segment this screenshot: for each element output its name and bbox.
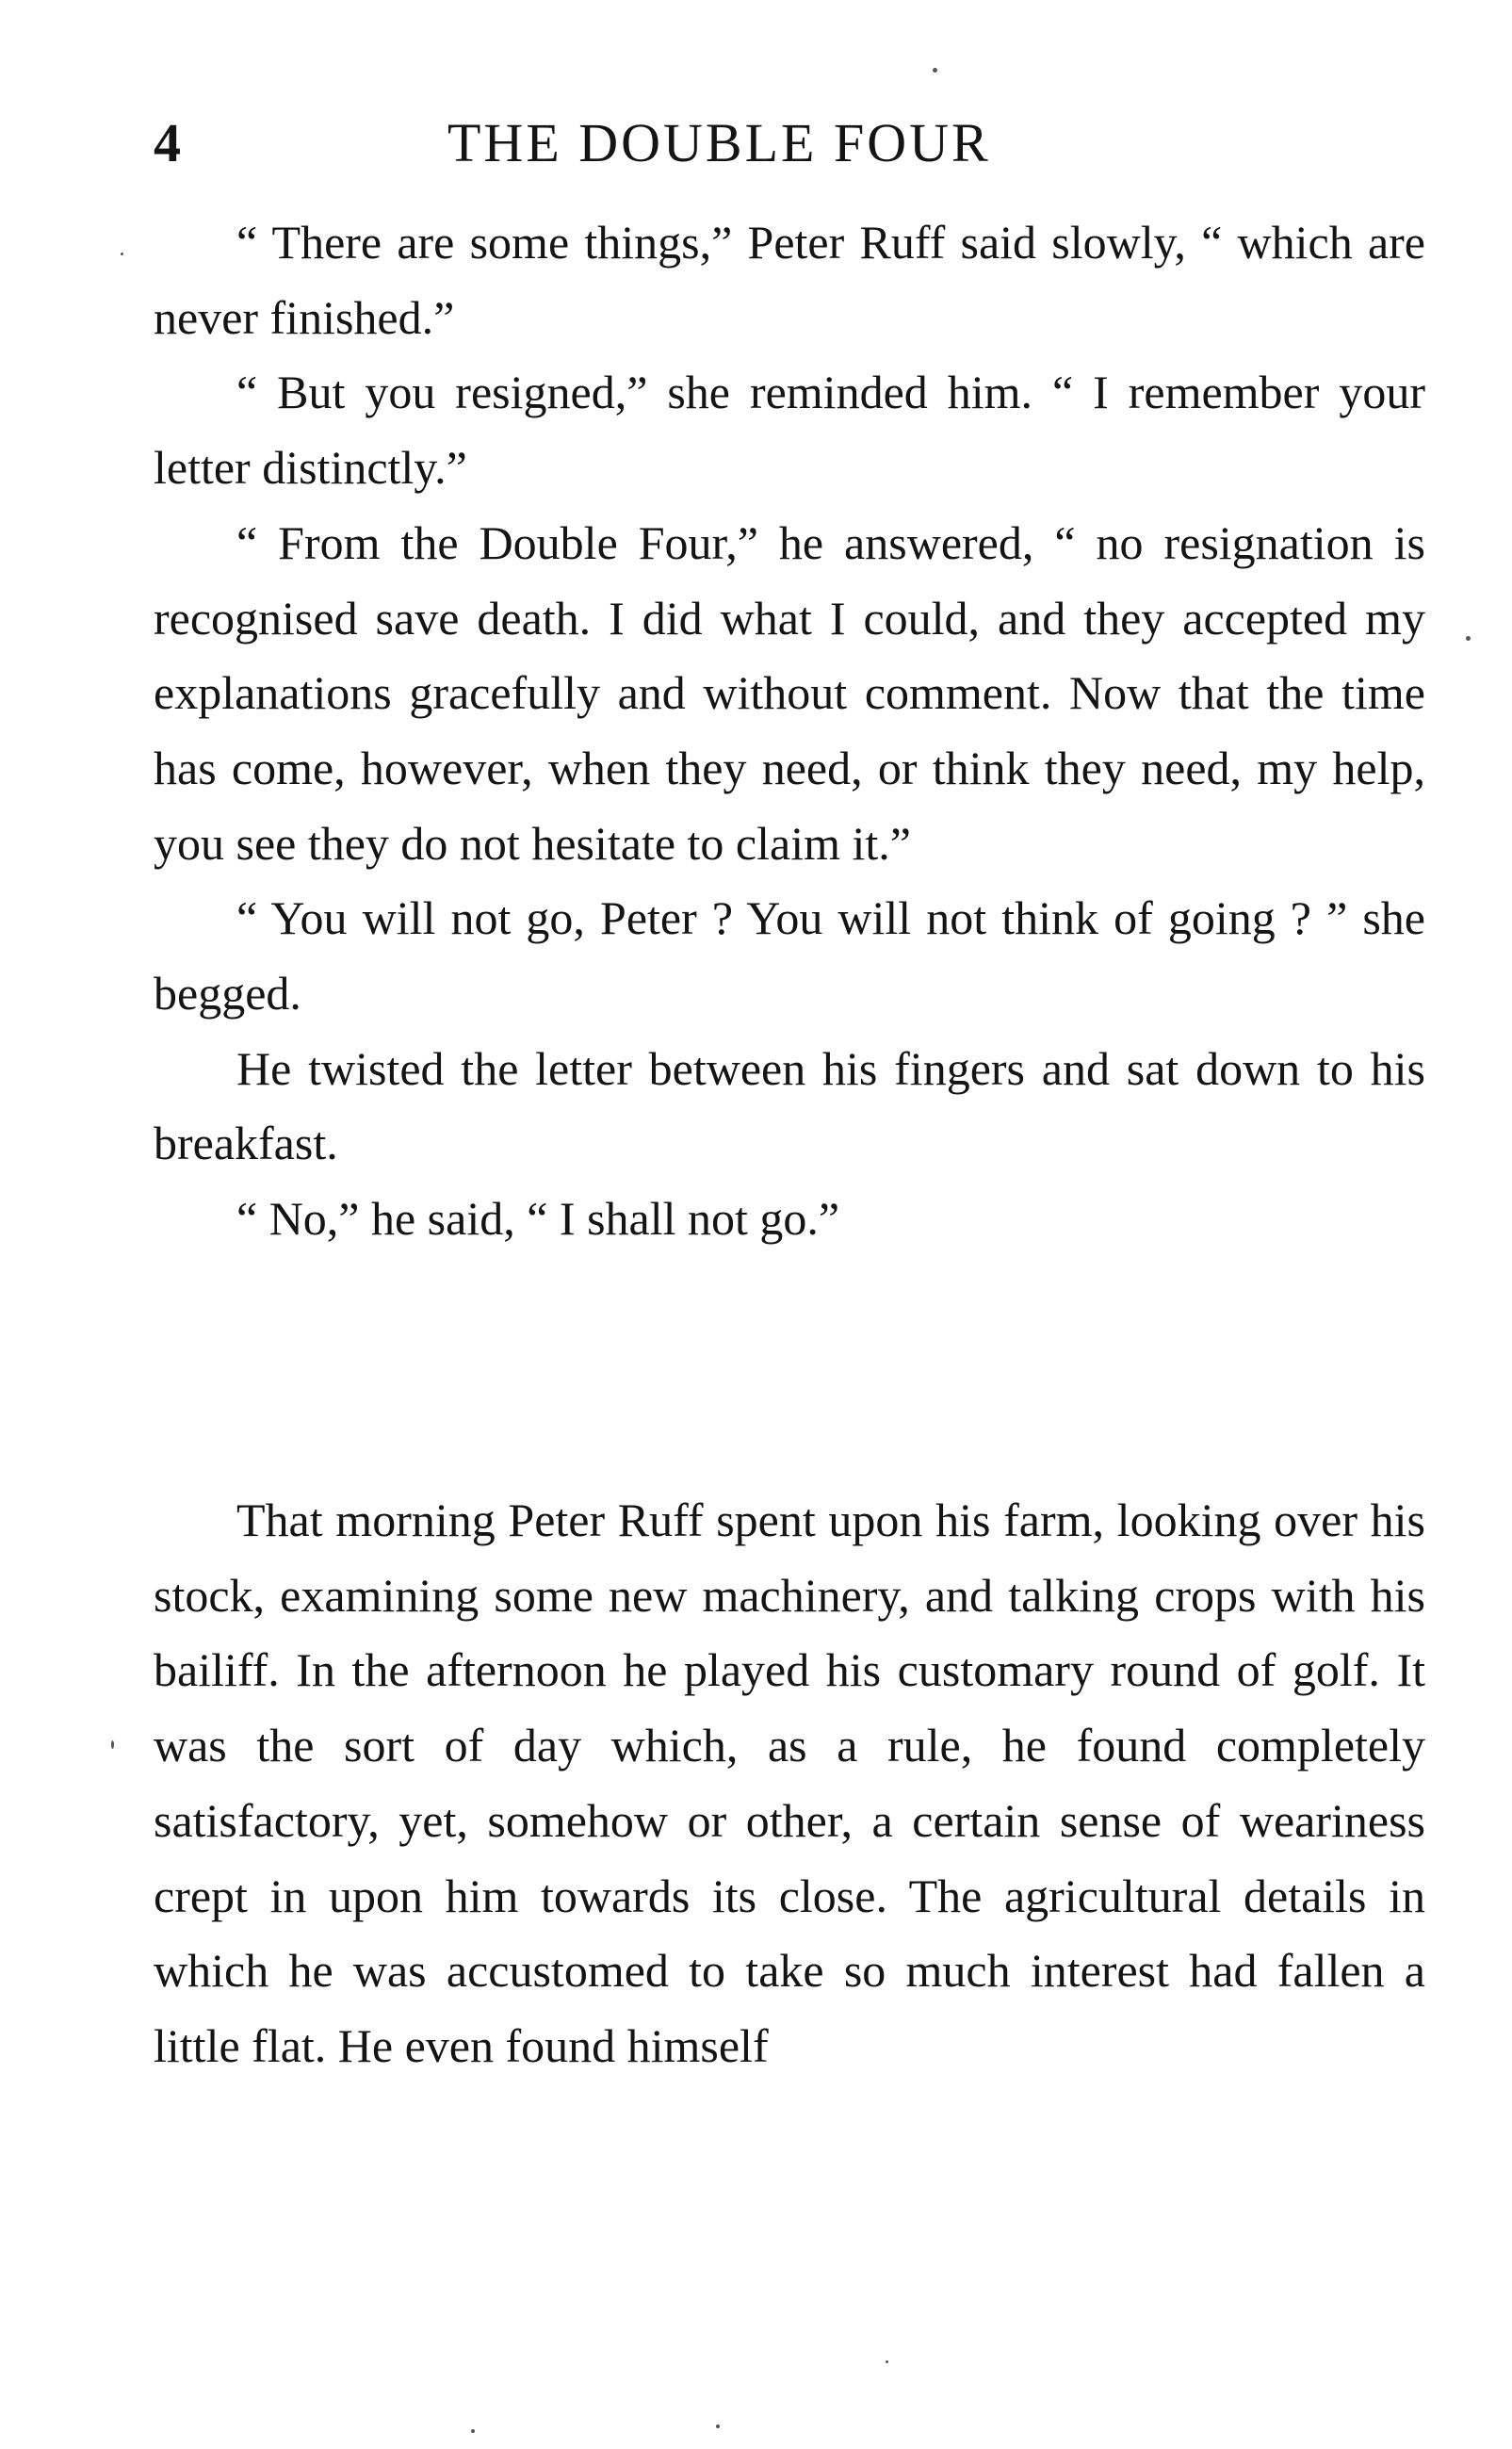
scan-speck	[716, 2425, 720, 2428]
paragraph: “ From the Double Four,” he answered, “ no resignation is recognised save death. I did what I could, and they accepted my explanations gracefully and without comment. Now that the time has come, however, when they need, or think they need, my help, you see they do not hesitate to claim it.”	[154, 515, 1425, 870]
narrative-section	[154, 1483, 1425, 2084]
running-title: THE DOUBLE FOUR	[447, 112, 991, 173]
paragraph: “ There are some things,” Peter Ruff said slowly, “ which are never finished.”	[154, 216, 1425, 344]
paragraph: He twisted the letter between his fingers and sat down to his breakfast.	[154, 1041, 1425, 1170]
scan-speck	[1466, 636, 1471, 641]
scan-speck	[886, 2360, 888, 2363]
page-number: 4	[154, 112, 181, 173]
page-header	[154, 106, 1425, 181]
scan-speck	[111, 1740, 114, 1749]
scan-speck	[471, 2429, 475, 2433]
paragraph: “ You will not go, Peter ? You will not think of going ? ” she begged.	[154, 891, 1425, 1020]
paragraph: “ But you resigned,” she reminded him. “ I remember your letter distinctly.”	[154, 366, 1425, 495]
paragraph: “ No,” he said, “ I shall not go.”	[236, 1192, 840, 1246]
scan-speck	[121, 253, 123, 255]
paragraph: That morning Peter Ruff spent upon his farm, looking over his stock, examining some new machinery, and talking crops with his bailiff. In the afternoon he played his customary round of golf. It was the sort of day which, as a rule, he found completely satisfactory, yet, somehow or other, a certain sense of weariness crept in upon him towards its close. The agricultural details in which he was accustomed to take so much interest had fallen a little flat. He even found himself	[154, 1494, 1425, 2072]
dialogue-section	[154, 205, 1425, 1257]
scan-speck	[933, 68, 937, 73]
